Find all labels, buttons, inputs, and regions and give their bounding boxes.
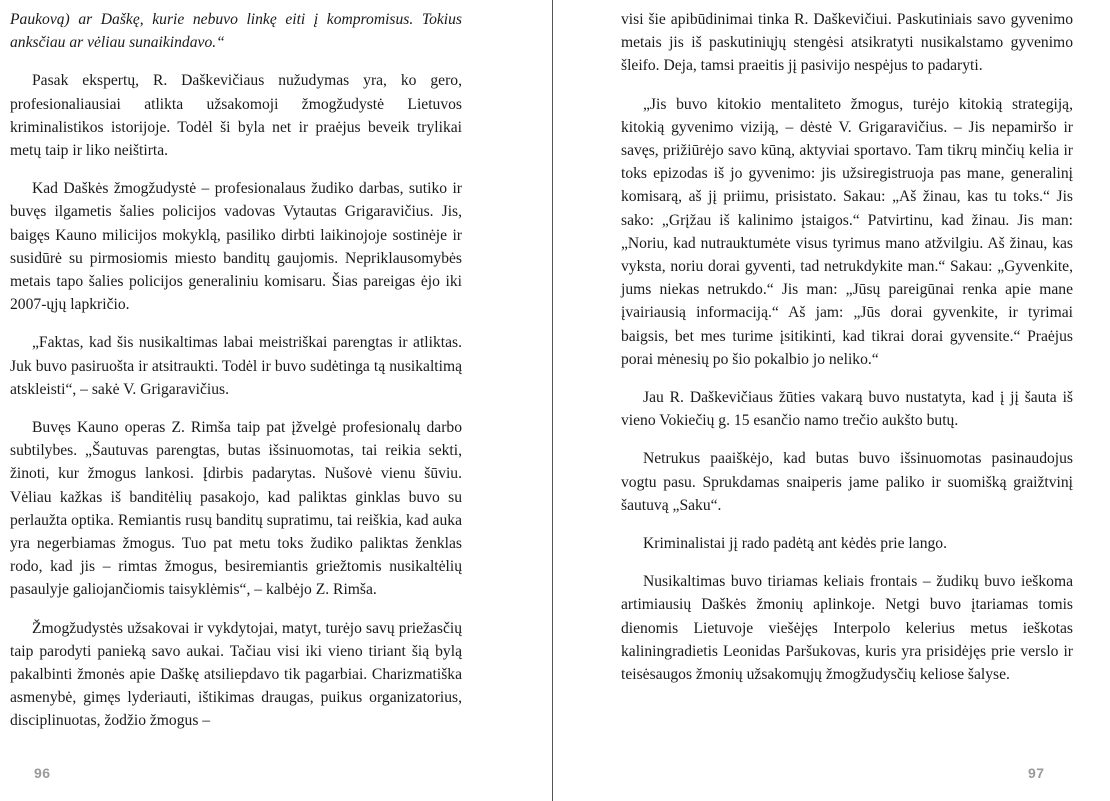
left-page: [0, 0, 553, 801]
paragraph: Žmogžudystės užsakovai ir vykdytojai, matyt, turėjo savų priežasčių taip parodyti panieką savo aukai. Tačiau visi iki vieno tiriant šią bylą pakalbinti žmonės apie Daškę atsiliepdavo tik pagarbiai. Charizmatiška asmenybė, gimęs lyderiauti, ištikimas draugas, puikus organizatorius, disciplinuotas, žodžio žmogus –: [10, 619, 462, 730]
right-page: [554, 0, 1110, 801]
page-number: 96: [34, 765, 51, 781]
paragraph: Netrukus paaiškėjo, kad butas buvo išsinuomotas pasinaudojus vogtu pasu. Sprukdamas snaiperis jame paliko ir suomišką graižtvinį šautuvą „Saku“.: [621, 450, 1073, 514]
page-divider: [552, 0, 553, 801]
page-number: 97: [1028, 765, 1045, 781]
paragraph: Buvęs Kauno operas Z. Rimša taip pat įžvelgė profesionalų darbo subtilybes. „Šautuvas parengtas, butas išsinuomotas, tai reikia sekti, žinoti, kur žmogus lankosi. Įdirbis padarytas. Nušovė vienu šūviu. Vėliau kažkas iš banditėlių pasakojo, kad paliktas ginklas buvo su perlaužta optika. Remiantis rusų banditų supratimu, tai reiškia, kad auka yra negerbiamas žmogus. Tuo pat metu toks žudiko paliktas ženklas rodo, kad jis – rimtas žmogus, besiremiantis griežtomis nusikaltėlių pasaulyje galiojančiomis taisyklėmis“, – kalbėjo Z. Rimša.: [10, 419, 462, 599]
paragraph: Kad Daškės žmogžudystė – profesionalaus žudiko darbas, sutiko ir buvęs ilgametis šalies policijos vadovas Vytautas Grigaravičius. Jis, baigęs Kauno milicijos mokyklą, pasiliko dirbti laikinojoje sostinėje ir susidūrė su pirmosiomis miesto banditų gaujomis. Nepriklausomybės metais tapo šalies policijos generaliniu komisaru. Šias pareigas ėjo iki 2007-ųjų lapkričio.: [10, 180, 462, 314]
paragraph: Pasak ekspertų, R. Daškevičiaus nužudymas yra, ko gero, profesionaliausiai atlikta užsakomoji žmogžudystė Lietuvos kriminalistikos istorijoje. Todėl ši byla net ir praėjus beveik trylikai metų taip ir liko neištirta.: [10, 72, 462, 160]
paragraph: Nusikaltimas buvo tiriamas keliais frontais – žudikų buvo ieškoma artimiausių Daškės žmonių aplinkoje. Netgi buvo įtariamas tomis dienomis Lietuvoje viešėjęs Interpolo kelerius metus ieškotas kaliningradietis Leonidas Paršukovas, kuris yra prisidėjęs prie verslo ir teisėsaugos žmonių užsakomųjų žmogžudysčių keliose šalyse.: [621, 573, 1073, 684]
paragraph: Jau R. Daškevičiaus žūties vakarą buvo nustatyta, kad į jį šauta iš vieno Vokiečių g. 15 esančio namo trečio aukšto butų.: [621, 389, 1073, 430]
paragraph: „Jis buvo kitokio mentaliteto žmogus, turėjo kitokią strategiją, kitokią gyvenimo viziją, – dėstė V. Grigaravičius. – Jis nepamiršo ir savęs, prižiūrėjo savo kūną, aktyviai sportavo. Tam tikrų minčių kelia ir toks epizodas iš jo gyvenimo: jis užsiregistruoja pas mane, generalinį komisarą, aš jį priimu, prisistato. Sakau: „Aš žinau, kas tu toks.“ Jis sako: „Grįžau iš kalinimo įstaigos.“ Patvirtinu, kad žinau. Jis man: „Noriu, kad nutrauktumėte visus tyrimus mano atžvilgiu. Aš žinau, kas vyksta, noriu dorai gyventi, tad netrukdykite man.“ Sakau: „Gyvenkite, jums niekas netrukdo.“ Jis man: „Jūsų pareigūnai renka apie mane įvairiausią informaciją.“ Aš jam: „Jūs dorai gyvenkite, ir tyrimai baigsis, bet mes turime įsitikinti, kad tikrai dorai gyvensite.“ Praėjus porai mėnesių po šio pokalbio jo neliko.“: [621, 95, 1073, 368]
paragraph: Kriminalistai jį rado padėtą ant kėdės prie lango.: [643, 535, 947, 553]
paragraph: visi šie apibūdinimai tinka R. Daškevičiui. Paskutiniais savo gyvenimo metais jis iš paskutiniųjų stengėsi atsikratyti nusikalstamo gyvenimo šleifo. Deja, tamsi praeitis jį pasivijo nespėjus to padaryti.: [621, 11, 1073, 75]
right-page-text: [621, 8, 1073, 686]
left-page-text: [10, 8, 462, 733]
paragraph: „Faktas, kad šis nusikaltimas labai meistriškai parengtas ir atliktas. Juk buvo pasiruošta ir atsitraukti. Todėl ir buvo sudėtinga tą nusikaltimą atskleisti“, – sakė V. Grigaravičius.: [10, 334, 462, 398]
paragraph: Paukovą) ar Daškę, kurie nebuvo linkę eiti į kompromisus. Tokius anksčiau ar vėliau sunaikindavo.“: [10, 11, 462, 52]
